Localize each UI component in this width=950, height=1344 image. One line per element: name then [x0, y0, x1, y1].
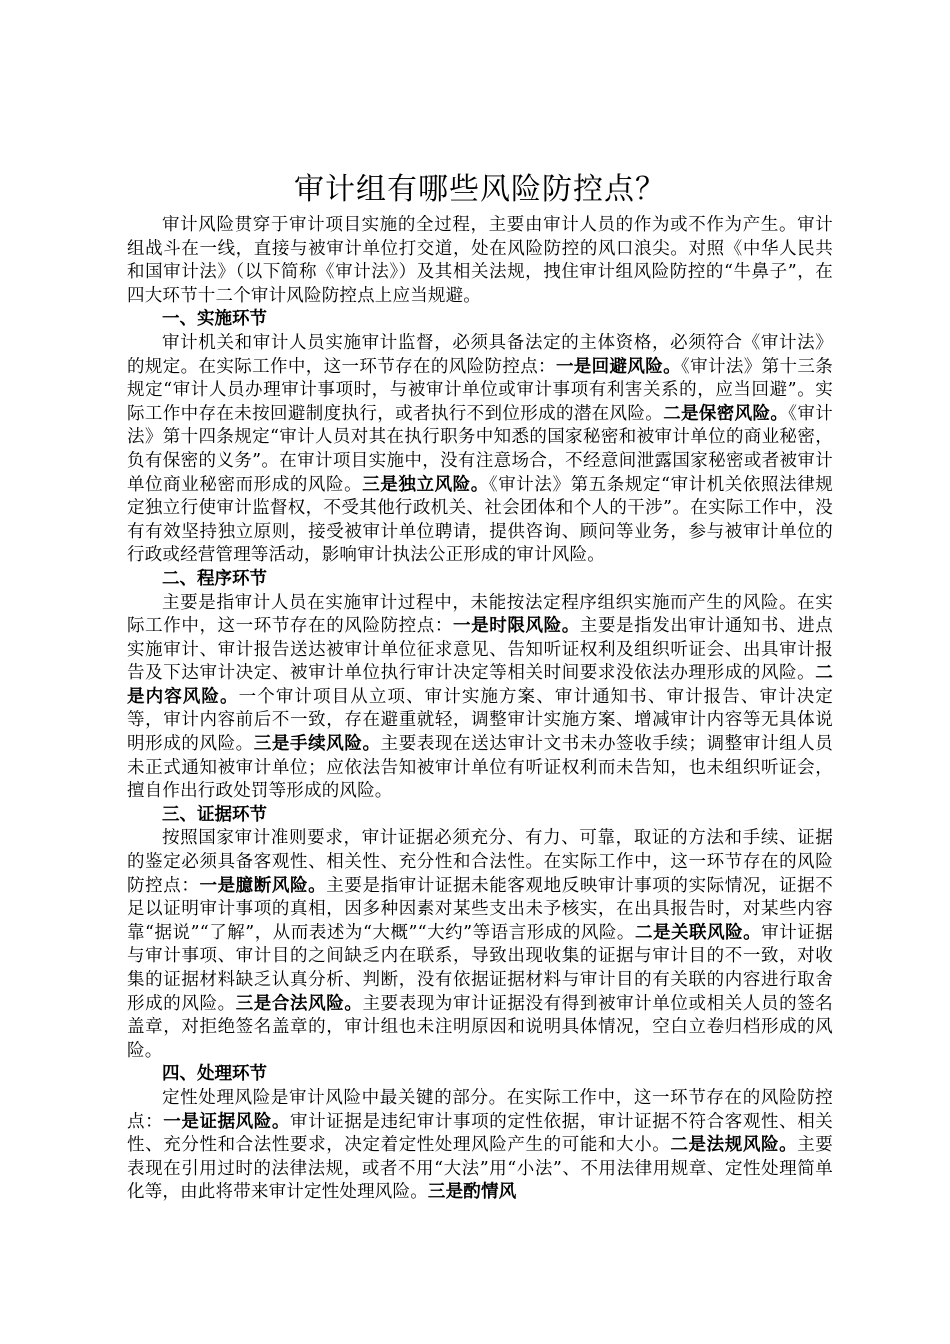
document-title: 审计组有哪些风险防控点？ — [294, 172, 666, 207]
section-heading: 二、程序环节 — [162, 568, 267, 589]
section-paragraph — [127, 827, 833, 1063]
paragraph-text: 主要表现为审计证据没有得到被审计单位或相关人员的签名盖章，对拒绝签名盖章的，审计组也未注明原因和说明具体情况，空白立卷归档形成的风险。 — [127, 993, 834, 1061]
risk-point-label: 三是酌情风 — [427, 1182, 517, 1203]
section-paragraph — [127, 1087, 833, 1205]
paragraph-text: 审计机关和审计人员实施审计监督，必须具备法定的主体资格，必须符合《审计法》的规定。在实际工作中，这一环节存在的风险防控点： — [127, 332, 833, 377]
risk-point-label: 三是独立风险。 — [362, 474, 489, 495]
section-paragraph — [127, 592, 833, 804]
document-page — [127, 170, 833, 1205]
section-heading: 一、实施环节 — [162, 309, 267, 330]
paragraph-text: 审计证据与审计事项、审计目的之间缺乏内在联系，导致出现收集的证据与审计目的不一致，对收集的证据材料缺乏认真分析、判断，没有依据证据材料与审计目的有关联的内容进行取舍形成的风险。 — [127, 922, 833, 1014]
paragraph-text: 《审计法》第十三条规定“审计人员办理审计事项时，与被审计单位或审计事项有利害关系的，应当回避”。实际工作中存在未按回避制度执行，或者执行不到位形成的潜在风险。 — [127, 356, 833, 424]
risk-point-label: 二是关联风险。 — [634, 922, 762, 943]
section-paragraph — [127, 332, 833, 568]
paragraph-text: 《审计法》第十四条规定“审计人员对其在执行职务中知悉的国家秘密和被审计单位的商业秘密，负有保密的义务”。在审计项目实施中，没有注意场合，不经意间泄露国家秘密或者被审计单位商业秘密而形成的风险。 — [127, 403, 833, 495]
paragraph-text: 一个审计项目从立项、审计实施方案、审计通知书、审计报告、审计决定等，审计内容前后不一致，存在避重就轻，调整审计实施方案、增减审计内容等无具体说明形成的风险。 — [127, 686, 833, 755]
paragraph-text: 定性处理风险是审计风险中最关键的部分。在实际工作中，这一环节存在的风险防控点： — [127, 1087, 833, 1132]
intro-paragraph: 审计风险贯穿于审计项目实施的全过程，主要由审计人员的作为或不作为产生。审计组战斗在一线，直接与被审计单位打交道，处在风险防控的风口浪尖。对照《中华人民共和国审计法》（以下简称《审计法》）及其相关法规，拽住审计组风险防控的“牛鼻子”，在四大环节十二个审计风险防控点上应当规避。 — [127, 215, 833, 306]
paragraph-text: 主要表现在送达审计文书未办签收手续；调整审计组人员未正式通知被审计单位；应依法告知被审计单位有听证权利而未告知，也未组织听证会，擅自作出行政处罚等形成的风险。 — [127, 734, 833, 802]
risk-point-label: 一是回避风险。 — [555, 356, 682, 377]
section-heading: 四、处理环节 — [162, 1064, 267, 1085]
paragraph-text: 《审计法》第五条规定“审计机关依照法律规定独立行使审计监督权，不受其他行政机关、社会团体和个人的干涉”。在实际工作中，没有有效坚持独立原则，接受被审计单位聘请，提供咨询、顾问等业务，参与被审计单位的行政或经营管理等活动，影响审计执法公正形成的审计风险。 — [127, 474, 833, 566]
paragraph-text: 主要是指审计证据未能客观地反映审计事项的实际情况，证据不足以证明审计事项的真相，因多种因素对某些支出未予核实，在出具报告时，对某些内容靠“据说”“了解”，从而表述为“大概”“大约”等语言形成的风险。 — [127, 875, 833, 943]
paragraph-text: 主要是指审计人员在实施审计过程中，未能按法定程序组织实施而产生的风险。在实际工作中，这一环节存在的风险防控点： — [127, 592, 833, 637]
paragraph-text: 按照国家审计准则要求，审计证据必须充分、有力、可靠，取证的方法和手续、证据的鉴定必须具备客观性、相关性、充分性和合法性。在实际工作中，这一环节存在的风险防控点： — [127, 828, 833, 896]
risk-point-label: 二是法规风险。 — [670, 1135, 798, 1156]
risk-point-label: 一是时限风险。 — [453, 616, 580, 637]
paragraph-text: 主要表现在引用过时的法律法规，或者不用“大法”用“小法”、不用法律用规章、定性处理简单化等，由此将带来审计定性处理风险。 — [127, 1135, 834, 1203]
risk-point-label: 二是保密风险。 — [663, 403, 789, 424]
risk-point-label: 三是合法风险。 — [235, 993, 363, 1014]
risk-point-label: 一是证据风险。 — [163, 1111, 291, 1132]
risk-point-label: 三是手续风险。 — [253, 734, 381, 755]
section-heading: 三、证据环节 — [162, 804, 267, 825]
paragraph-text: 审计证据是违纪审计事项的定性依据，审计证据不符合客观性、相关性、充分性和合法性要求，决定着定性处理风险产生的可能和大小。 — [127, 1111, 834, 1156]
risk-point-label: 二是内容风险。 — [127, 663, 833, 707]
paragraph-text: 主要是指发出审计通知书、进点实施审计、审计报告送达被审计单位征求意见、告知听证权利及组织听证会、出具审计报告及下达审计决定、被审计单位执行审计决定等相关时间要求没依法办理形成的风险。 — [127, 616, 833, 684]
risk-point-label: 一是臆断风险。 — [199, 875, 327, 896]
document-sections — [127, 308, 833, 1205]
